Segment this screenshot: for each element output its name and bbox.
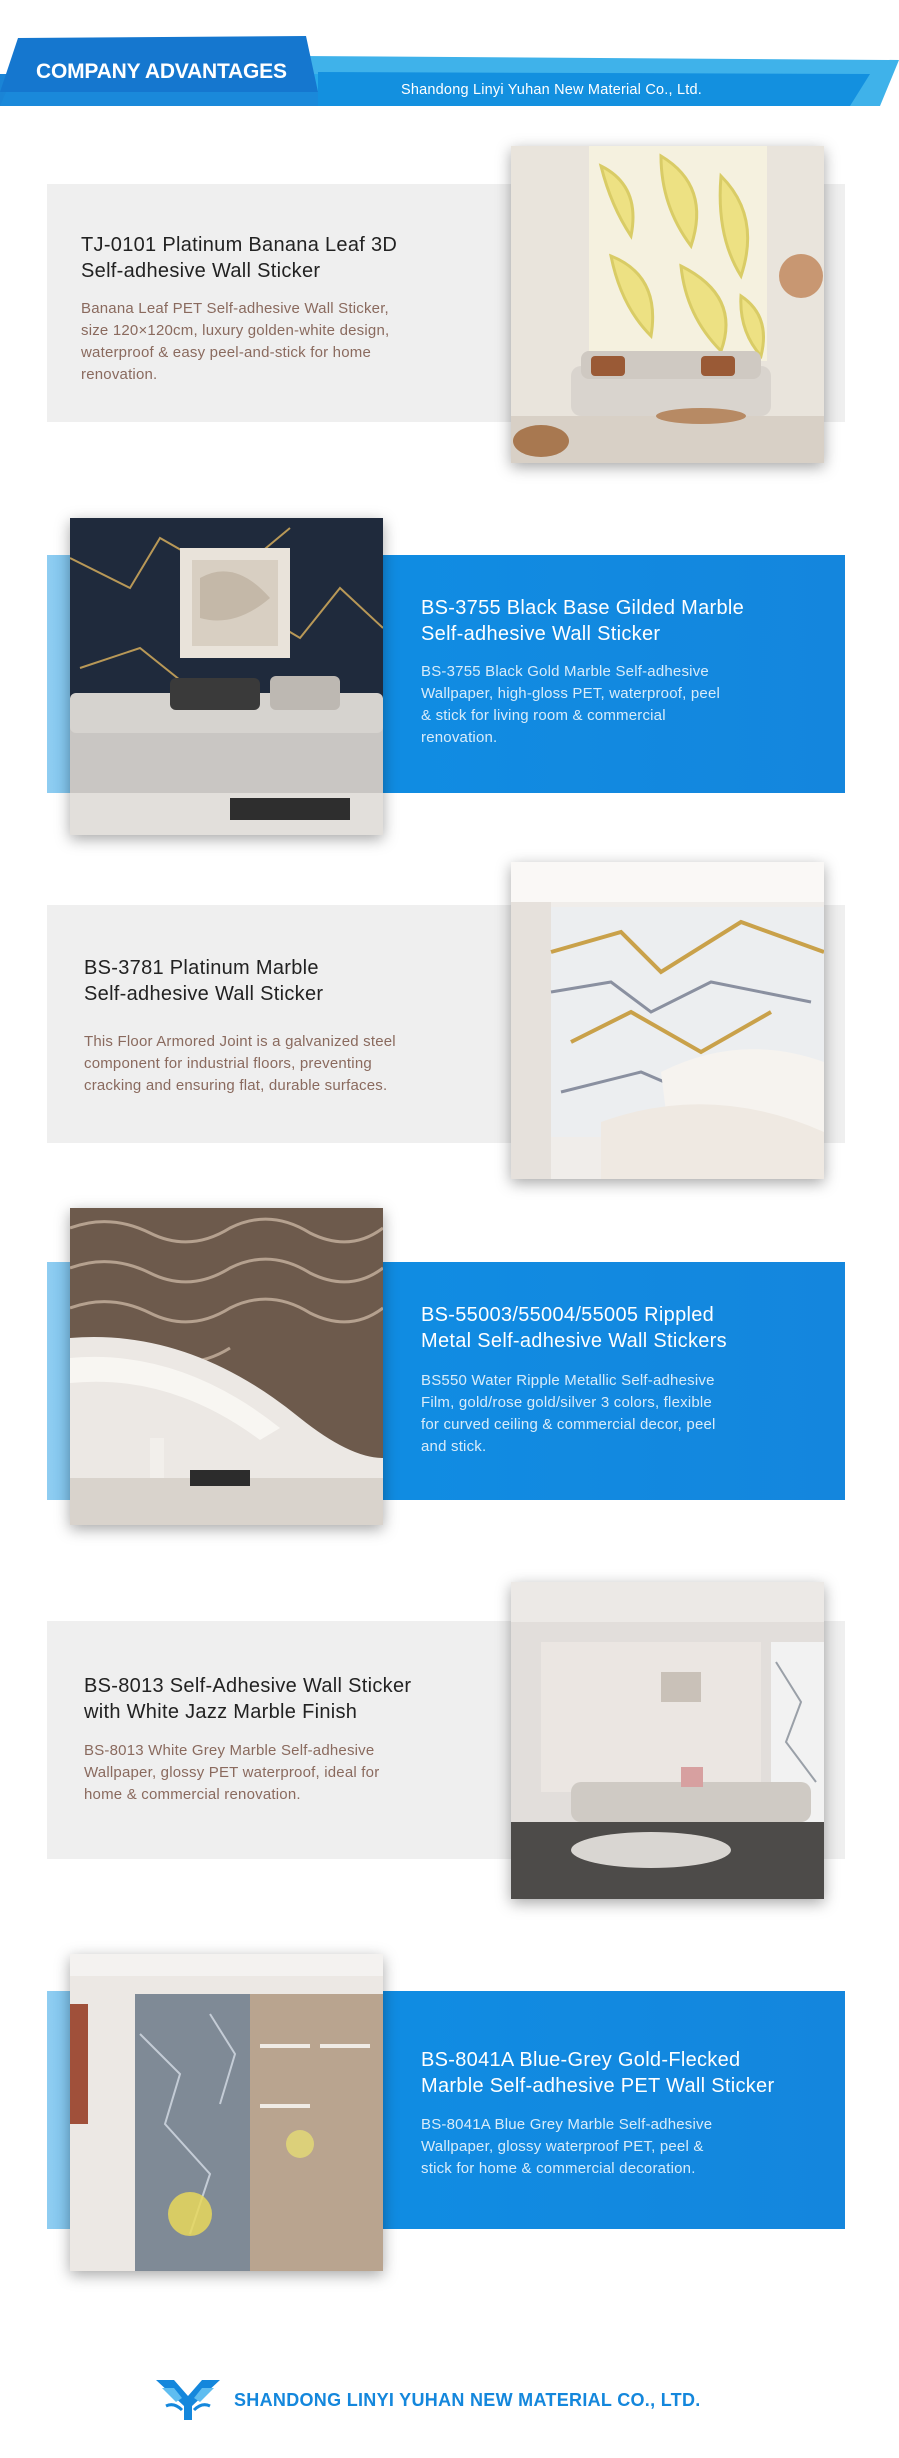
header-company-name: Shandong Linyi Yuhan New Material Co., Ltd. (401, 82, 702, 98)
rippled-metal-ceiling-photo (70, 1208, 383, 1525)
product-description: This Floor Armored Joint is a galvanized steel component for industrial floors, preventing cracking and ensuring flat, durable surfaces. (84, 1033, 396, 1094)
product-description: BS550 Water Ripple Metallic Self-adhesive Film, gold/rose gold/silver 3 colors, flexible for curved ceiling & commercial decor, peel and stick. (421, 1372, 716, 1455)
product-title: BS-3755 Black Base Gilded Marble Self-adhesive Wall Sticker (421, 597, 745, 645)
product-description: Banana Leaf PET Self-adhesive Wall Sticker, size 120×120cm, luxury golden-white design, waterproof & easy peel-and-stick for home renovation. (81, 300, 390, 383)
product-description: BS-3755 Black Gold Marble Self-adhesive Wallpaper, high-gloss PET, waterproof, peel & stick for living room & commercial renovation. (421, 663, 721, 746)
header-banner (0, 34, 899, 106)
yuhan-logo-icon (152, 2376, 224, 2422)
product-title: BS-3781 Platinum Marble Self-adhesive Wall Sticker (84, 957, 324, 1005)
black-gold-marble-sofa-photo (70, 518, 383, 835)
footer-company-name: SHANDONG LINYI YUHAN NEW MATERIAL CO., LTD. (234, 2390, 701, 2410)
page-title: COMPANY ADVANTAGES (36, 60, 287, 83)
banana-leaf-living-room-photo (511, 146, 824, 463)
product-title: BS-55003/55004/55005 Rippled Metal Self-adhesive Wall Stickers (421, 1304, 727, 1352)
product-description: BS-8013 White Grey Marble Self-adhesive Wallpaper, glossy PET waterproof, ideal for home & commercial renovation. (84, 1742, 380, 1803)
product-title: TJ-0101 Platinum Banana Leaf 3D Self-adhesive Wall Sticker (81, 234, 398, 282)
white-jazz-marble-room-photo (511, 1582, 824, 1899)
platinum-marble-lounge-photo (511, 862, 824, 1179)
product-description: BS-8041A Blue Grey Marble Self-adhesive Wallpaper, glossy waterproof PET, peel & stick for home & commercial decoration. (421, 2116, 713, 2177)
blue-grey-marble-cabinet-photo (70, 1954, 383, 2271)
product-title: BS-8013 Self-Adhesive Wall Sticker with White Jazz Marble Finish (84, 1675, 412, 1723)
product-title: BS-8041A Blue-Grey Gold-Flecked Marble Self-adhesive PET Wall Sticker (421, 2049, 775, 2097)
